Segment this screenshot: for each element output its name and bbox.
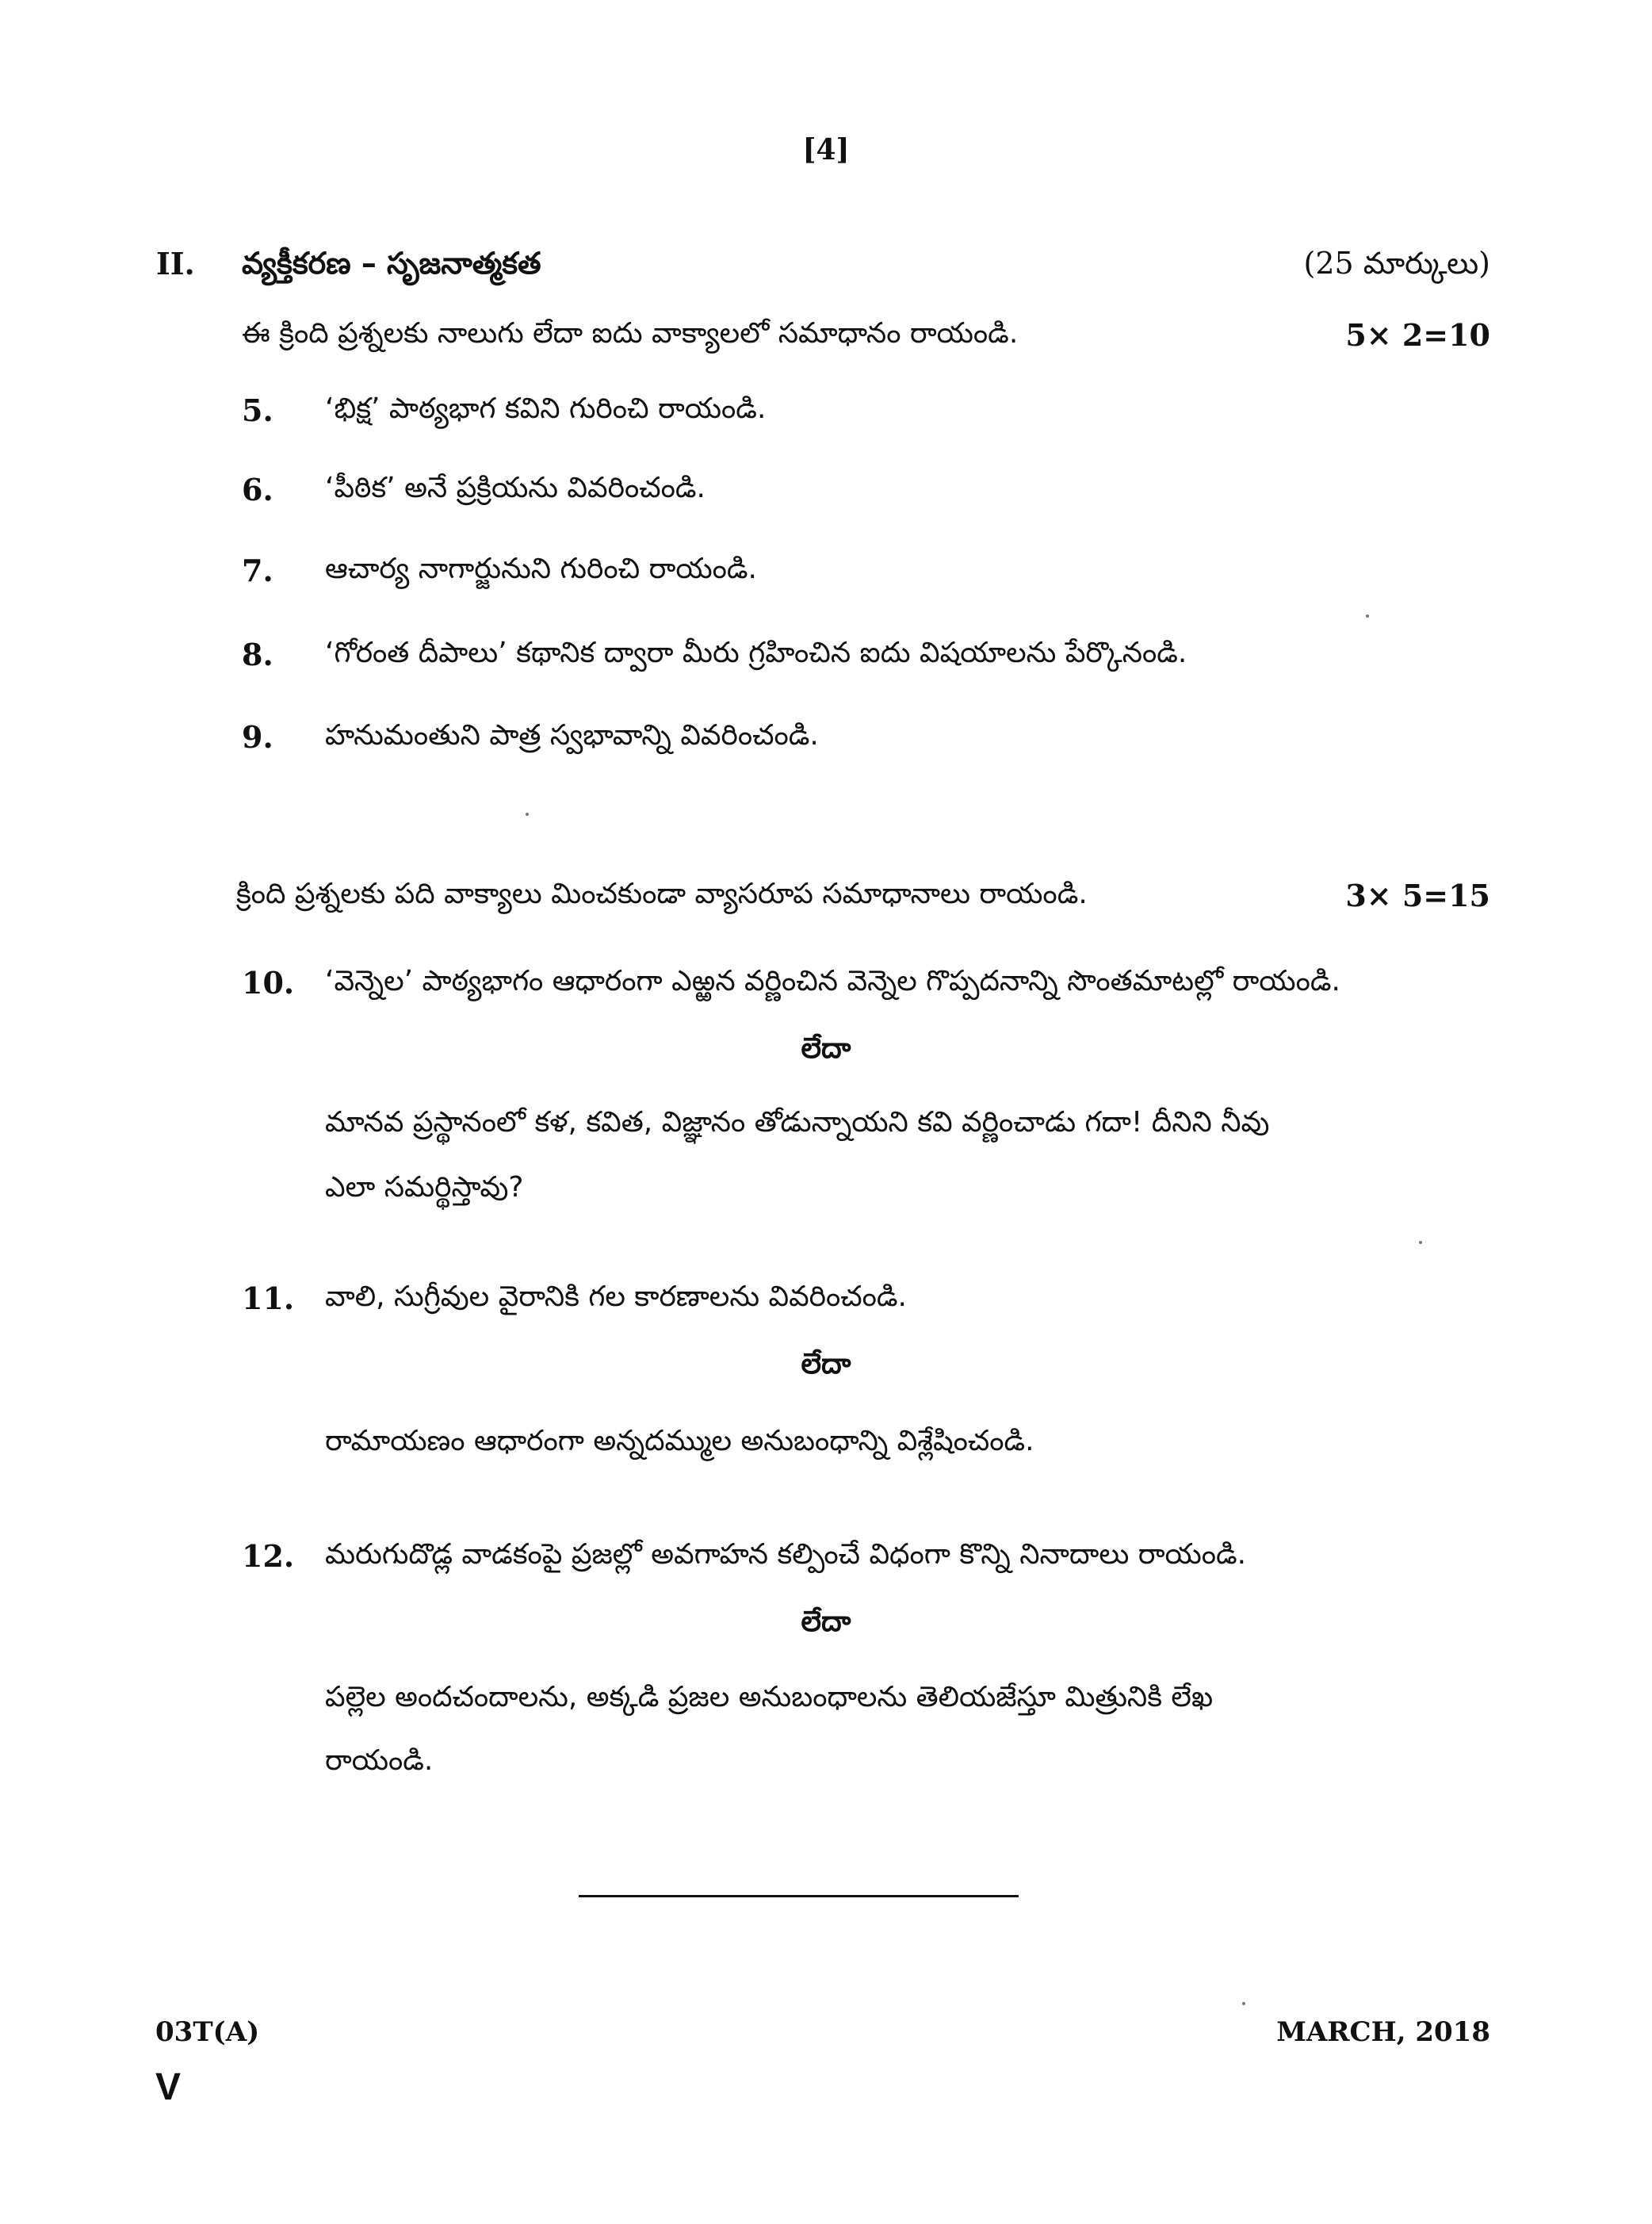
alt-question-12-line1: పల్లెల అందచందాలను, అక్కడి ప్రజల అనుబంధాలను తెలియజేస్తూ మిత్రునికి లేఖ — [325, 1681, 1214, 1713]
section-number: II. — [156, 246, 195, 281]
section-title: వ్యక్తీకరణ – సృజనాత్మకత — [242, 246, 541, 281]
or-label-11: లేదా — [801, 1348, 851, 1380]
alt-question-11-line1: రామాయణం ఆధారంగా అన్నదమ్ముల అనుబంధాన్ని విశ్లేషించండి. — [325, 1425, 1034, 1457]
section-marks: (25 మార్కులు) — [1303, 246, 1490, 281]
alt-question-10-line1: మానవ ప్రస్థానంలో కళ, కవిత, విజ్ఞానం తోడున్నాయని కవి వర్ణించాడు గదా! దీనిని నీవు — [325, 1106, 1270, 1139]
question-number-9: 9. — [242, 719, 273, 755]
or-label-10: లేదా — [801, 1032, 851, 1065]
question-number-10: 10. — [242, 965, 295, 1001]
question-number-8: 8. — [242, 637, 273, 672]
question-number-12: 12. — [242, 1538, 295, 1574]
question-text-5: ‘భిక్ష’ పాఠ్యభాగ కవిని గురించి రాయండి. — [325, 392, 767, 425]
scan-speck — [526, 813, 529, 816]
question-text-7: ఆచార్య నాగార్జునుని గురించి రాయండి. — [325, 553, 757, 585]
question-text-12: మరుగుదొడ్ల వాడకంపై ప్రజల్లో అవగాహన కల్పించే విధంగా కొన్ని నినాదాలు రాయండి. — [325, 1538, 1247, 1571]
alt-question-10-line2: ఎలా సమర్థిస్తావు? — [325, 1171, 524, 1204]
question-text-8: ‘గోరంత దీపాలు’ కథానిక ద్వారా మీరు గ్రహించిన ఐదు విషయాలను పేర్కొనండి. — [325, 637, 1187, 669]
alt-question-12-line2: రాయండి. — [325, 1744, 434, 1777]
part-a-score: 5× 2=10 — [1345, 317, 1490, 353]
scan-speck — [1366, 614, 1369, 618]
scan-speck — [1419, 1241, 1422, 1244]
paper-code: 03T(A) — [155, 2016, 260, 2048]
question-text-9: హనుమంతుని పాత్ర స్వభావాన్ని వివరించండి. — [325, 719, 819, 752]
or-label-12: లేదా — [801, 1606, 851, 1638]
question-text-10: ‘వెన్నెల’ పాఠ్యభాగం ఆధారంగా ఎఱ్ఱన వర్ణించిన వెన్నెల గొప్పదనాన్ని సొంతమాటల్లో రాయండి. — [325, 965, 1340, 997]
part-b-instruction: క్రింది ప్రశ్నలకు పది వాక్యాలు మించకుండా వ్యాసరూప సమాధానాలు రాయండి. — [236, 878, 1088, 910]
question-text-6: ‘పీఠిక’ అనే ప్రక్రియను వివరించండి. — [325, 472, 706, 504]
part-a-instruction: ఈ క్రింది ప్రశ్నలకు నాలుగు లేదా ఐదు వాక్యాలలో సమాధానం రాయండి. — [242, 317, 1019, 350]
version-mark: V — [155, 2066, 182, 2108]
question-number-11: 11. — [242, 1280, 295, 1316]
question-number-7: 7. — [242, 553, 273, 588]
question-text-11: వాలి, సుగ్రీవుల వైరానికి గల కారణాలను వివరించండి. — [325, 1280, 907, 1313]
question-number-6: 6. — [242, 472, 273, 507]
scan-speck — [1242, 2002, 1245, 2005]
part-b-score: 3× 5=15 — [1345, 878, 1490, 913]
question-number-5: 5. — [242, 392, 273, 428]
exam-date: MARCH, 2018 — [1276, 2016, 1490, 2048]
end-rule — [579, 1895, 1019, 1897]
page-number: [4] — [802, 133, 850, 167]
